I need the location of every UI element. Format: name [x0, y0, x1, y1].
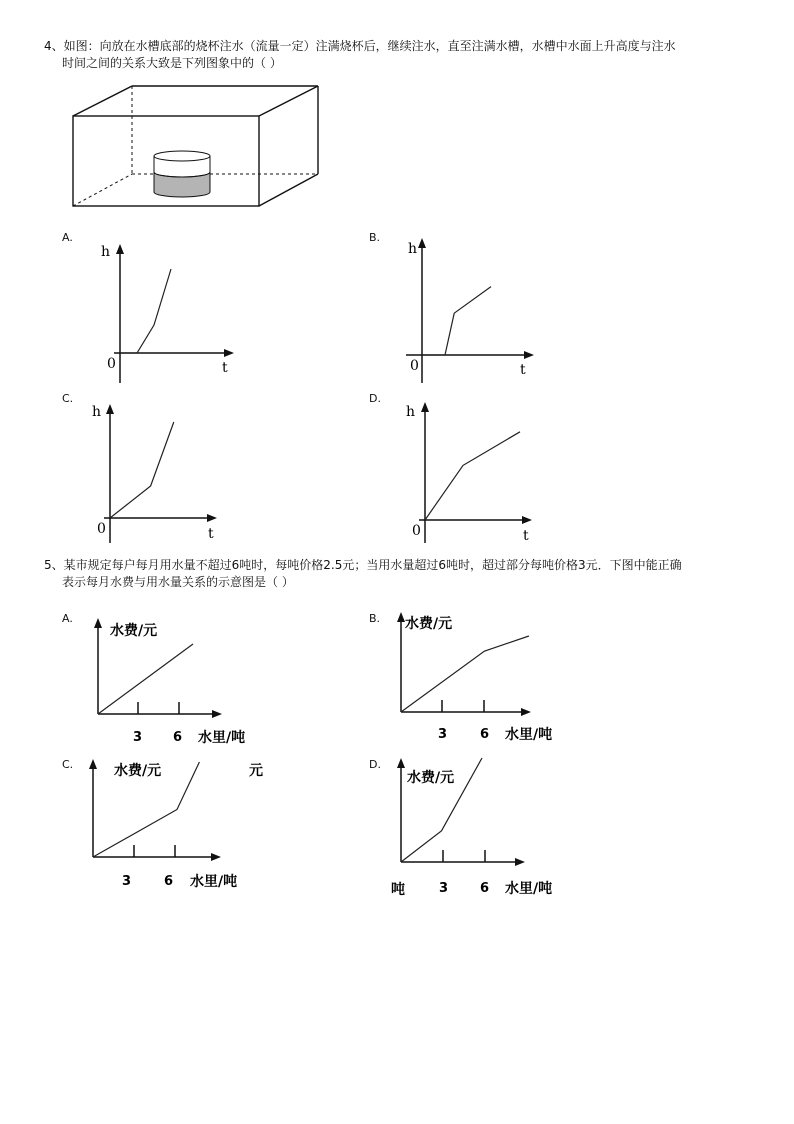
q4d-series-line	[425, 432, 520, 520]
q5b-x-label: 水里/吨	[505, 727, 553, 743]
q4a-x-label: t	[222, 360, 228, 376]
q5b-series-line	[401, 636, 529, 712]
q5-option-d-label: D.	[369, 758, 381, 771]
q4-option-b-label: B.	[369, 231, 381, 244]
q4a-origin: 0	[107, 356, 116, 372]
q4c-y-label: h	[92, 404, 102, 420]
q5c-y-label: 水费/元	[114, 763, 162, 779]
q4-line2: 时间之间的关系大致是下列图象中的（ ）	[62, 56, 282, 70]
q4d-origin: 0	[412, 523, 421, 539]
q5b-tick-6: 6	[480, 727, 490, 742]
q4d-y-label: h	[406, 404, 416, 420]
q4b-y-label: h	[408, 241, 418, 257]
q4-option-d-label: D.	[369, 392, 381, 405]
q5a-tick-3: 3	[133, 730, 143, 745]
q5c-stray-glyph: 元	[249, 763, 263, 779]
q4b-series-line	[422, 287, 491, 355]
q5d-x-label: 水里/吨	[505, 881, 553, 897]
water-tank-figure	[70, 84, 330, 214]
q4b-x-label: t	[520, 362, 526, 378]
q4a-y-label: h	[101, 244, 111, 260]
q5b-tick-3: 3	[438, 727, 448, 742]
q5-graph-c	[88, 755, 268, 895]
q4-graph-a	[100, 238, 260, 388]
q5a-x-label: 水里/吨	[198, 730, 246, 746]
q5b-y-label: 水费/元	[405, 616, 453, 632]
q5d-stray-glyph: 吨	[391, 882, 405, 898]
q5c-tick-6: 6	[164, 874, 174, 889]
q4-graph-c	[90, 398, 250, 548]
q5-graph-d	[391, 754, 575, 899]
q4-graph-d	[405, 398, 565, 548]
q5a-y-label: 水费/元	[110, 623, 158, 639]
q5-graph-b	[395, 608, 570, 748]
q5-line2: 表示每月水费与用水量关系的示意图是（ ）	[62, 575, 294, 589]
q4c-series-line	[110, 422, 174, 518]
beaker	[154, 151, 210, 197]
q5d-tick-3: 3	[439, 881, 449, 896]
q5-line1: 5、某市规定每户每月用水量不超过6吨时，每吨价格2.5元；当用水量超过6吨时，超过部分每吨价格3元．下图中能正确	[44, 558, 682, 572]
q5-graph-a	[90, 610, 260, 750]
q5-option-c-label: C.	[62, 758, 74, 771]
q4-graph-b	[400, 238, 560, 388]
q5-option-a-label: A.	[62, 612, 73, 625]
q4-line1: 4、如图：向放在水槽底部的烧杯注水（流量一定）注满烧杯后，继续注水，直至注满水槽，水槽中水面上升高度与注水	[44, 39, 676, 53]
q5d-tick-6: 6	[480, 881, 490, 896]
q5c-tick-3: 3	[122, 874, 132, 889]
q4d-x-label: t	[523, 528, 529, 544]
q4b-origin: 0	[410, 358, 419, 374]
q5c-x-label: 水里/吨	[190, 874, 238, 890]
q4c-origin: 0	[97, 521, 106, 537]
q4-option-a-label: A.	[62, 231, 73, 244]
q4a-series-line	[120, 269, 171, 353]
q5a-tick-6: 6	[173, 730, 183, 745]
q5-option-b-label: B.	[369, 612, 381, 625]
q4c-x-label: t	[208, 526, 214, 542]
q5d-y-label: 水费/元	[407, 770, 455, 786]
q4-option-c-label: C.	[62, 392, 74, 405]
